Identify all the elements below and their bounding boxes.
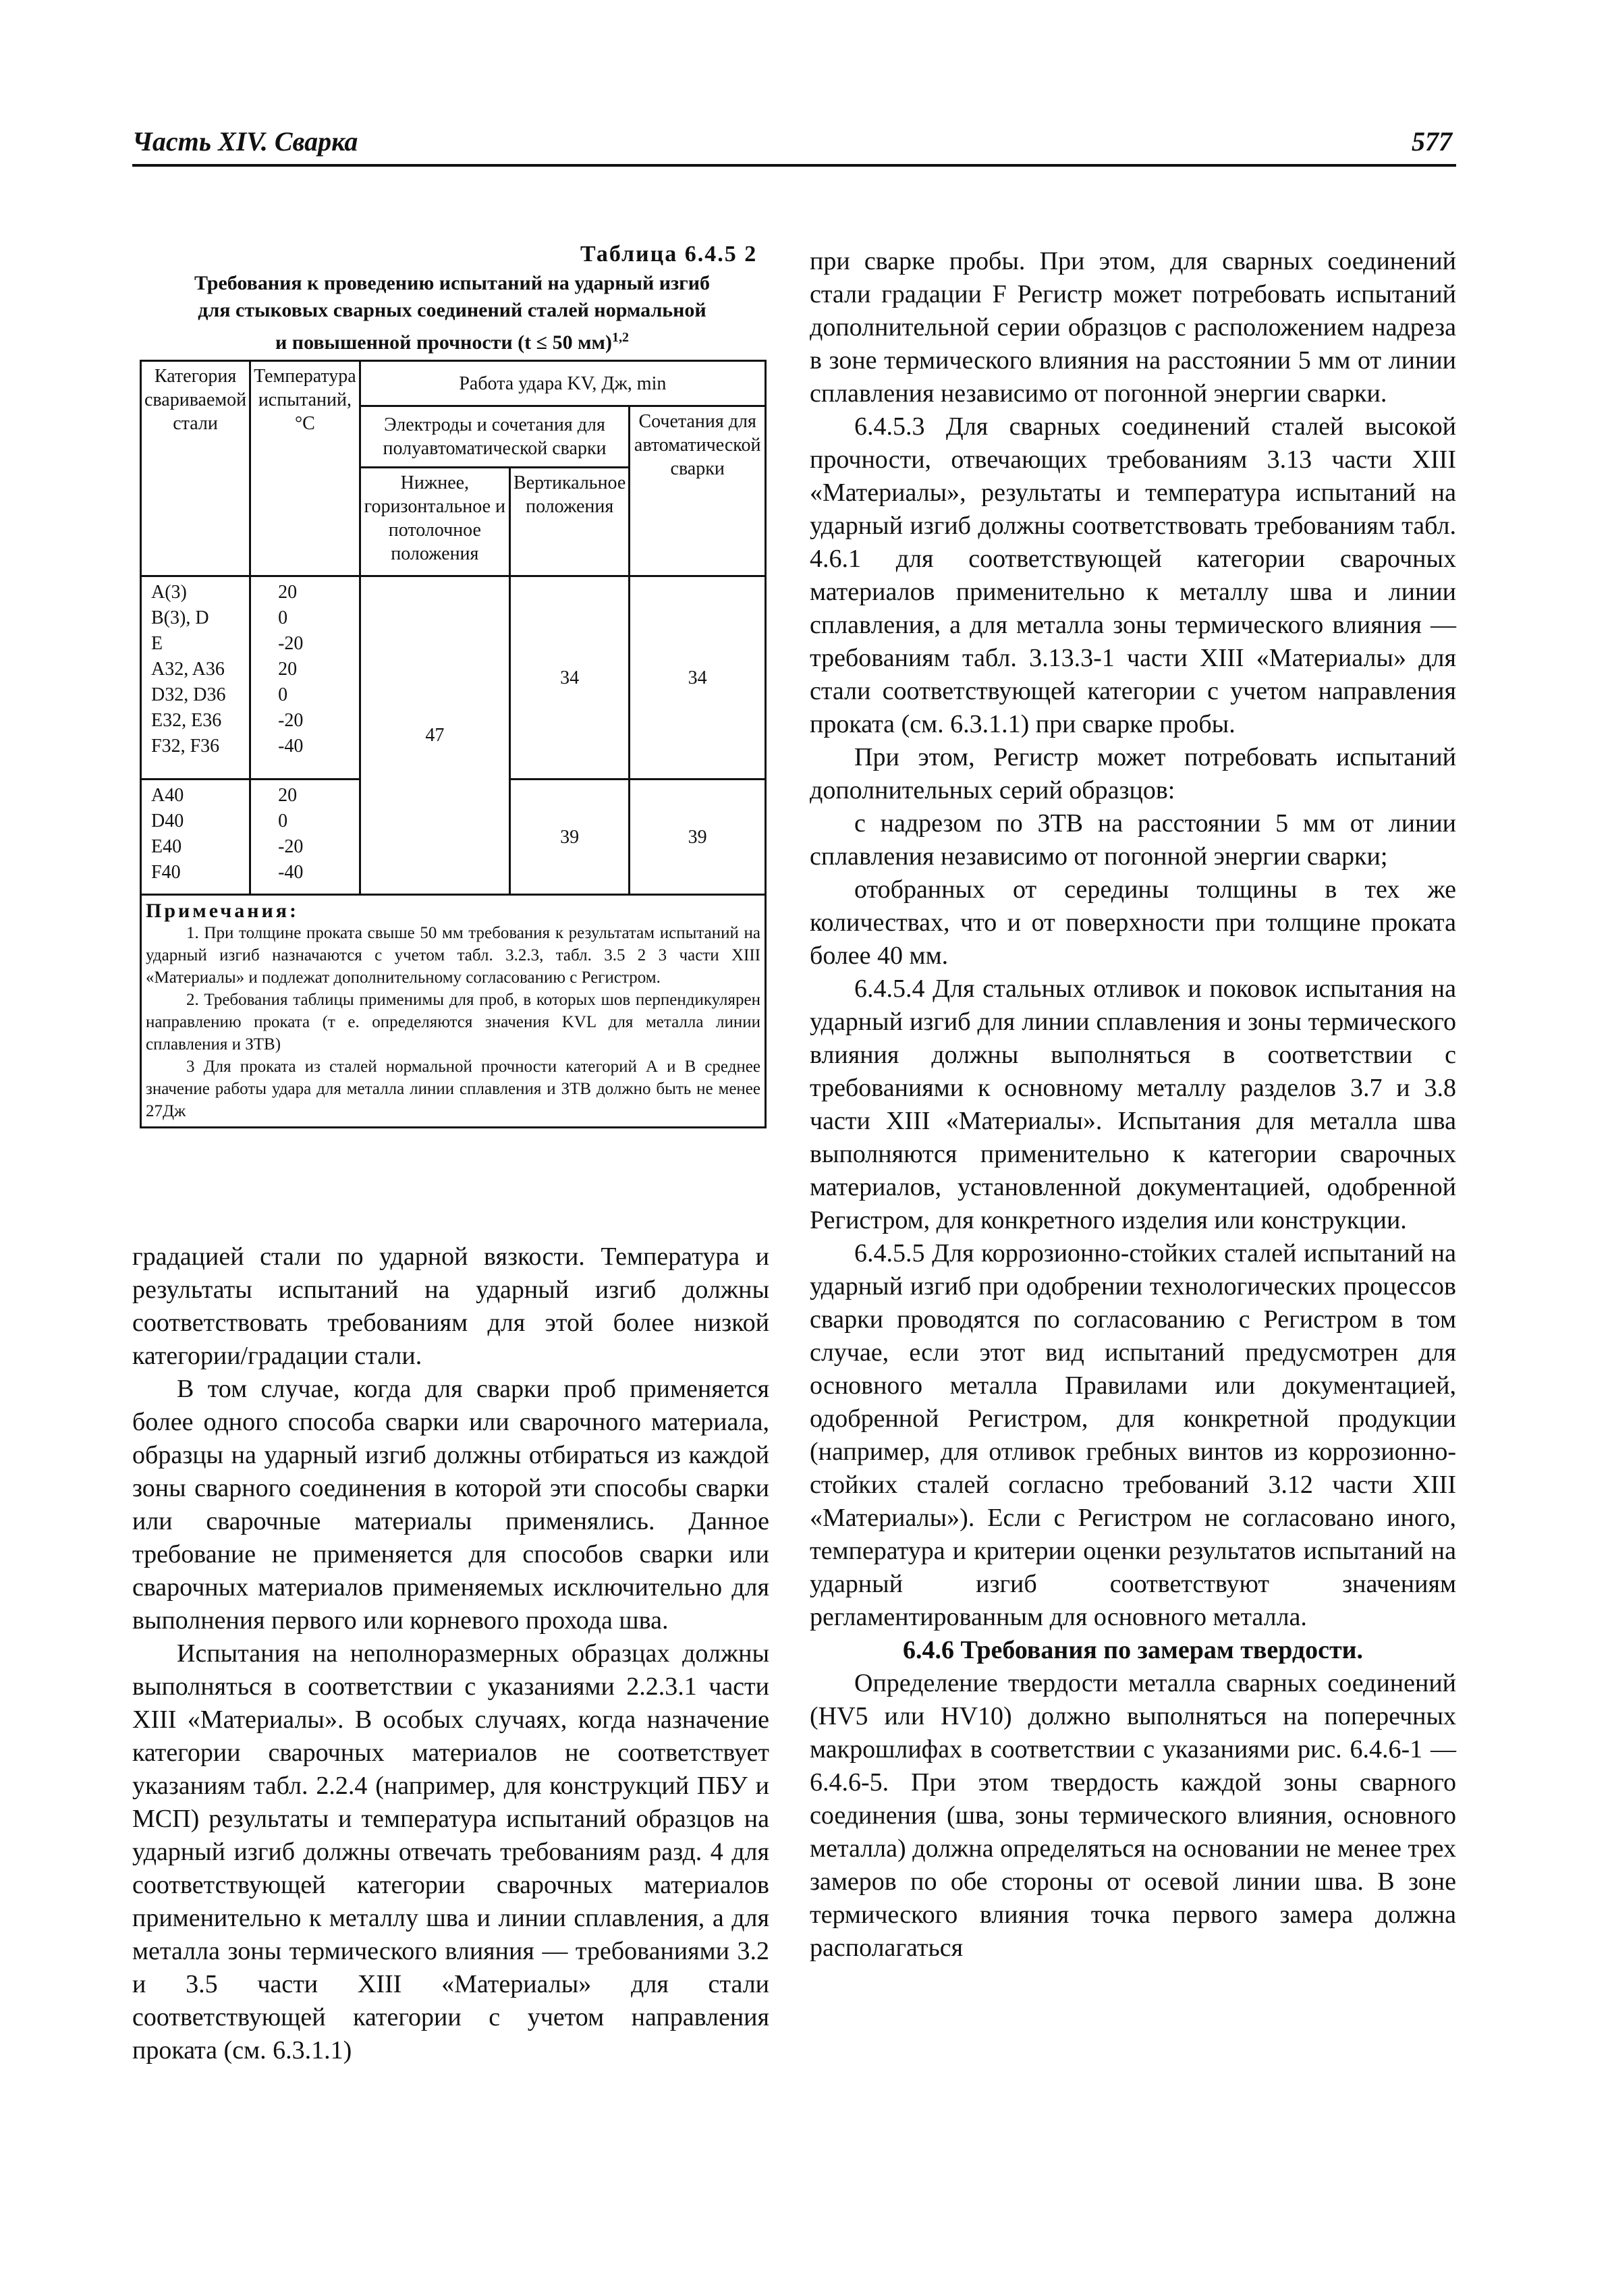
paragraph: Определение твердости металла сварных соединений (HV5 или HV10) должно выполняться на поперечных макрошлифах в соответствии с указаниями рис. 6.4.6-1 — 6.4.6-5. При этом твердость каждой зоны сварного соединения (шва, зоны термического влияния, основного металла) должна определяться на основании не менее трех замеров по обе стороны от осевой линии шва. В зоне термического влияния точка первого замера должна располагаться [810,1669,1456,1962]
table-title-line-1: Требования к проведению испытаний на ударный изгиб [194,272,711,294]
category-cell: D40 [151,811,184,831]
group1-categories [141,576,250,780]
note-item: 2. Требования таблицы применимы для проб, в которых шов перпендикулярен направлению проката (т е. определяются значения KVL для металла линии сплавления и ЗТВ) [146,991,760,1054]
temperature-cell: 20 [278,785,298,806]
header-impact-work: Работа удара KV, Дж, min [360,361,765,406]
temperature-cell: 20 [278,659,298,680]
group1-vertical-value: 34 [510,576,630,780]
running-header-section: Часть XIV. Сварка [132,126,358,157]
group2-categories [141,780,250,895]
table-title [138,270,766,356]
temperature-cell: -40 [278,736,304,757]
temperature-cell: 0 [278,607,288,628]
note-item: 3 Для проката из сталей нормальной прочности категорий А и В среднее значение работы удара для металла линии сплавления и ЗТВ должно быть не менее 27Дж [146,1058,760,1120]
header-temperature: Температура испытаний, °С [250,361,360,576]
header-rule [132,164,1456,167]
paragraph: при сварке пробы. При этом, для сварных соединений стали градации F Регистр может потребовать испытаний дополнительной серии образцов с расположением надреза в зоне термического влияния на расстоянии 5 мм от линии сплавления независимо от погонной энергии сварки. [810,247,1456,408]
header-automatic: Сочетания для автоматической сварки [630,406,766,576]
paragraph: с надрезом по ЗТВ на расстоянии 5 мм от линии сплавления независимо от погонной энергии сварки; [810,809,1456,871]
temperature-cell: -20 [278,836,304,857]
table-caption: Таблица 6.4.5 2 [580,242,758,267]
temperature-cell: 20 [278,582,298,603]
lower-position-value: 47 [360,576,509,895]
category-cell: A32, A36 [151,659,225,680]
right-column [810,245,1456,1965]
paragraph: градацией стали по ударной вязкости. Температура и результаты испытаний на ударный изгиб должны соответствовать требованиям для этой более низкой категории/градации стали. [132,1242,769,1370]
category-cell: F40 [151,862,181,883]
table-title-line-3-text: и повышенной прочности (t ≤ 50 мм) [275,331,612,354]
table-title-line-2: для стыковых сварных соединений сталей нормальной [198,299,706,321]
paragraph: отобранных от середины толщины в тех же количествах, что и от поверхности при толщине проката более 40 мм. [810,875,1456,970]
section-heading: 6.4.6 Требования по замерам твердости. [902,1636,1364,1664]
paragraph: В том случае, когда для сварки проб применяется более одного способа сварки или сварочного материала, образцы на ударный изгиб должны отбираться из каждой зоны сварного соединения в которой эти способы сварки или сварочные материалы применялись. Данное требование не применяется для способов сварки или сварочных материалов применяемых исключительно для выполнения первого или корневого прохода шва. [132,1375,769,1635]
category-cell: A40 [151,785,184,806]
temperature-cell: -40 [278,862,304,883]
group2-automatic-value: 39 [630,780,766,895]
table-notes [141,895,766,1128]
header-lower-position: Нижнее, горизонтальное и потолочное положения [360,468,509,576]
header-electrodes: Электроды и сочетания для полуавтоматической сварки [360,406,630,468]
temperature-cell: -20 [278,633,304,654]
category-cell: E [151,633,163,654]
impact-test-table [140,360,767,1128]
left-column [132,1240,769,2067]
paragraph: 6.4.5.3 Для сварных соединений сталей высокой прочности, отвечающих требованиям 3.13 части XIII «Материалы», результаты и температура испытаний на ударный изгиб должны соответствовать требованиям табл. 4.6.1 для соответствующей категории сварочных материалов применительно к металлу шва и линии сплавления, а для металла зоны термического влияния — требованиям табл. 3.13.3-1 части XIII «Материалы» для стали соответствующей категории с учетом направления проката (см. 6.3.1.1) при сварке пробы. [810,412,1456,738]
paragraph: Испытания на неполноразмерных образцах должны выполняться в соответствии с указаниями 2.2.3.1 части XIII «Материалы». В особых случаях, когда назначение категории сварочных материалов не соответствует указаниям табл. 2.2.4 (например, для конструкций ПБУ и МСП) результаты и температура испытаний образцов на ударный изгиб должны отвечать требованиям разд. 4 для соответствующей категории сварочных материалов применительно к металлу шва и линии сплавления, а для металла зоны термического влияния — требованиями 3.2 и 3.5 части XIII «Материалы» для стали соответствующей категории с учетом направления проката (см. 6.3.1.1) [132,1639,769,2065]
header-category: Категория свариваемой стали [141,361,250,576]
paragraph: 6.4.5.4 Для стальных отливок и поковок испытания на ударный изгиб для линии сплавления и зоны термического влияния должны выполняться в соответствии с требованиями к основному металлу разделов 3.7 и 3.8 части XIII «Материалы». Испытания для металла шва выполняются применительно к категории сварочных материалов, установленной документацией, одобренной Регистром, для конкретного изделия или конструкции. [810,975,1456,1234]
temperature-cell: 0 [278,811,288,831]
paragraph: 6.4.5.5 Для коррозионно-стойких сталей испытаний на ударный изгиб при одобрении технологических процессов сварки проводятся по согласованию с Регистром в том случае, если этот вид испытаний предусмотрен для основного металла Правилами или документацией, одобренной Регистром, для конкретной продукции (например, для отливок гребных винтов из коррозионно-стойких сталей согласно требований 3.12 части XIII «Материалы»). Если с Регистром не согласовано иного, температура и критерии оценки результатов испытаний на ударный изгиб соответствуют значениям регламентированным для основного металла. [810,1239,1456,1631]
paragraph: При этом, Регистр может потребовать испытаний дополнительных серий образцов: [810,743,1456,804]
group2-vertical-value: 39 [510,780,630,895]
temperature-cell: -20 [278,710,304,731]
note-item: 1. При толщине проката свыше 50 мм требования к результатам испытаний на ударный изгиб назначаются с учетом табл. 3.2.3, табл. 3.5 2 3 части XIII «Материалы» и подлежат дополнительному согласованию с Регистром. [146,924,760,987]
table-title-superscript: 1,2 [611,330,629,345]
category-cell: D32, D36 [151,684,226,705]
category-cell: E40 [151,836,182,857]
group2-temperatures [250,780,360,895]
category-cell: F32, F36 [151,736,220,757]
group1-automatic-value: 34 [630,576,766,780]
temperature-cell: 0 [278,684,288,705]
category-cell: B(3), D [151,607,209,628]
category-cell: A(3) [151,582,187,603]
table-title-line-3 [138,324,766,356]
category-cell: E32, E36 [151,710,222,731]
header-vertical-position: Вертикальное положения [510,468,630,576]
page-number: 577 [1412,126,1452,157]
group1-temperatures [250,576,360,780]
notes-title: Примечания: [146,900,300,922]
